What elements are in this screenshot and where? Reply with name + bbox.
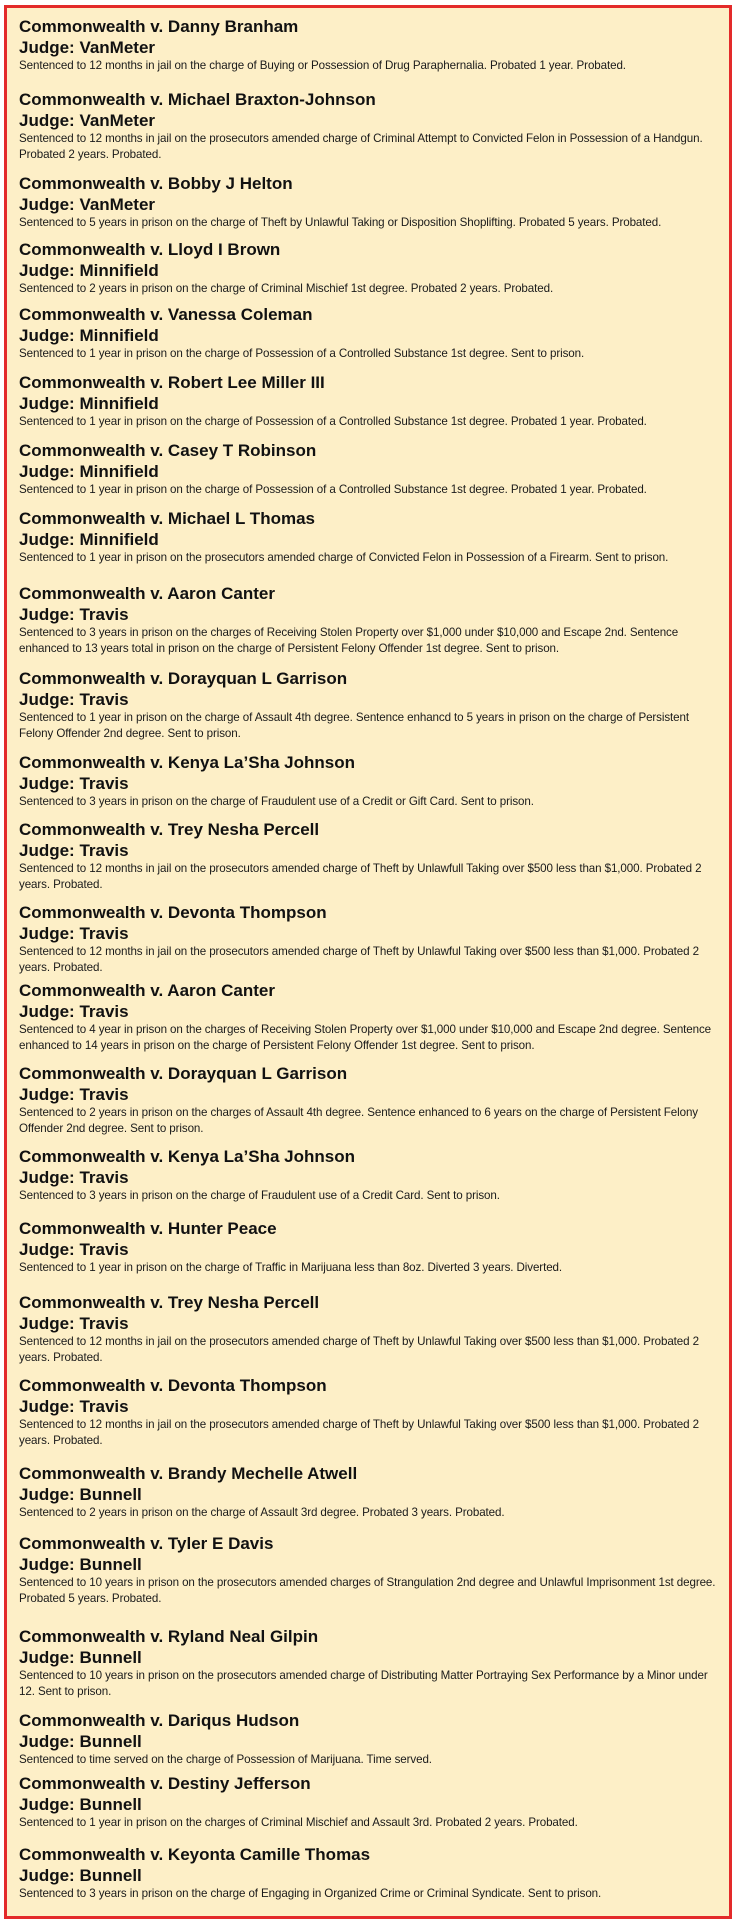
case-sentence: Sentenced to 2 years in prison on the charge of Criminal Mischief 1st degree. Probated 2 years. Probated. xyxy=(19,282,554,295)
case-judge: Judge: Minnifield xyxy=(19,261,159,280)
case-entry xyxy=(19,1773,717,1831)
case-title: Commonwealth v. Bobby J Helton xyxy=(19,174,293,193)
case-title: Commonwealth v. Kenya La’Sha Johnson xyxy=(19,1147,355,1166)
case-sentence: Sentenced to 3 years in prison on the charges of Receiving Stolen Property over $1,000 under $10,000 and Escape 2nd. Sentence enhanced to 13 years total in prison on the charge of Persistent Felony Offender 1st degree. Sent to prison. xyxy=(19,626,679,655)
case-judge: Judge: Bunnell xyxy=(19,1795,142,1814)
case-judge: Judge: VanMeter xyxy=(19,111,156,130)
case-title: Commonwealth v. Michael L Thomas xyxy=(19,509,315,528)
case-entry xyxy=(19,16,717,74)
case-sentence: Sentenced to 12 months in jail on the prosecutors amended charge of Theft by Unlawful Taking over $500 less than $1,000. Probated 2 years. Probated. xyxy=(19,1335,699,1364)
case-sentence: Sentenced to 10 years in prison on the prosecutors amended charges of Strangulation 2nd degree and Unlawful Imprisonment 1st degree. Probated 5 years. Probated. xyxy=(19,1576,716,1605)
case-title: Commonwealth v. Hunter Peace xyxy=(19,1219,277,1238)
case-sentence: Sentenced to 1 year in prison on the charge of Possession of a Controlled Substance 1st degree. Sent to prison. xyxy=(19,347,585,360)
case-entry xyxy=(19,239,717,297)
case-judge: Judge: Minnifield xyxy=(19,394,159,413)
case-judge: Judge: Travis xyxy=(19,1002,129,1021)
case-sentence: Sentenced to 12 months in jail on the prosecutors amended charge of Theft by Unlawfull Taking over $500 less than $1,000. Probated 2 years. Probated. xyxy=(19,862,702,891)
case-entry xyxy=(19,819,717,893)
case-title: Commonwealth v. Kenya La’Sha Johnson xyxy=(19,753,355,772)
case-judge: Judge: Minnifield xyxy=(19,462,159,481)
case-judge: Judge: Travis xyxy=(19,1397,129,1416)
case-entry xyxy=(19,173,717,231)
case-sentence: Sentenced to 2 years in prison on the charge of Assault 3rd degree. Probated 3 years. Probated. xyxy=(19,1506,505,1519)
case-sentence: Sentenced to 5 years in prison on the charge of Theft by Unlawful Taking or Disposition Shoplifting. Probated 5 years. Probated. xyxy=(19,216,662,229)
case-sentence: Sentenced to 1 year in prison on the prosecutors amended charge of Convicted Felon in Possession of a Firearm. Sent to prison. xyxy=(19,551,669,564)
case-title: Commonwealth v. Keyonta Camille Thomas xyxy=(19,1845,371,1864)
case-judge: Judge: Travis xyxy=(19,690,129,709)
case-entry xyxy=(19,1710,717,1768)
case-sentence: Sentenced to 2 years in prison on the charges of Assault 4th degree. Sentence enhanced to 6 years on the charge of Persistent Felony Offender 2nd degree. Sent to prison. xyxy=(19,1106,699,1135)
case-title: Commonwealth v. Devonta Thompson xyxy=(19,903,327,922)
case-entry xyxy=(19,1463,717,1521)
case-title: Commonwealth v. Dorayquan L Garrison xyxy=(19,1064,348,1083)
case-title: Commonwealth v. Dariqus Hudson xyxy=(19,1711,300,1730)
case-title: Commonwealth v. Vanessa Coleman xyxy=(19,305,313,324)
case-judge: Judge: VanMeter xyxy=(19,38,156,57)
case-entry xyxy=(19,1844,717,1902)
case-title: Commonwealth v. Michael Braxton-Johnson xyxy=(19,90,376,109)
case-entry xyxy=(19,372,717,430)
case-judge: Judge: Travis xyxy=(19,1240,129,1259)
case-entry xyxy=(19,304,717,362)
case-title: Commonwealth v. Trey Nesha Percell xyxy=(19,820,320,839)
case-entry xyxy=(19,583,717,657)
case-sentence: Sentenced to time served on the charge of Possession of Marijuana. Time served. xyxy=(19,1753,432,1766)
case-judge: Judge: Travis xyxy=(19,1314,129,1333)
case-entry xyxy=(19,1063,717,1137)
case-sentence: Sentenced to 1 year in prison on the charges of Criminal Mischief and Assault 3rd. Probated 2 years. Probated. xyxy=(19,1816,578,1829)
case-sentence: Sentenced to 1 year in prison on the charge of Traffic in Marijuana less than 8oz. Diverted 3 years. Diverted. xyxy=(19,1261,563,1274)
case-judge: Judge: Travis xyxy=(19,774,129,793)
case-sentence: Sentenced to 12 months in jail on the prosecutors amended charge of Theft by Unlawful Taking over $500 less than $1,000. Probated 2 years. Probated. xyxy=(19,945,699,974)
case-sentence: Sentenced to 10 years in prison on the prosecutors amended charge of Distributing Matter Portraying Sex Performance by a Minor under 12. Sent to prison. xyxy=(19,1669,708,1698)
case-judge: Judge: Travis xyxy=(19,924,129,943)
case-judge: Judge: Bunnell xyxy=(19,1485,142,1504)
case-entry xyxy=(19,902,717,976)
case-judge: Judge: Bunnell xyxy=(19,1732,142,1751)
case-title: Commonwealth v. Aaron Canter xyxy=(19,981,275,1000)
case-title: Commonwealth v. Ryland Neal Gilpin xyxy=(19,1627,319,1646)
case-entry xyxy=(19,668,717,742)
case-title: Commonwealth v. Lloyd I Brown xyxy=(19,240,281,259)
case-sentence: Sentenced to 12 months in jail on the charge of Buying or Possession of Drug Paraphernalia. Probated 1 year. Probated. xyxy=(19,59,626,72)
case-title: Commonwealth v. Brandy Mechelle Atwell xyxy=(19,1464,358,1483)
case-title: Commonwealth v. Dorayquan L Garrison xyxy=(19,669,348,688)
case-sentence: Sentenced to 1 year in prison on the charge of Possession of a Controlled Substance 1st degree. Probated 1 year. Probated. xyxy=(19,483,647,496)
case-entry xyxy=(19,1218,717,1276)
case-title: Commonwealth v. Trey Nesha Percell xyxy=(19,1293,320,1312)
case-sentence: Sentenced to 3 years in prison on the charge of Engaging in Organized Crime or Criminal Syndicate. Sent to prison. xyxy=(19,1887,602,1900)
case-entry xyxy=(19,1375,717,1449)
case-judge: Judge: Travis xyxy=(19,1085,129,1104)
case-title: Commonwealth v. Devonta Thompson xyxy=(19,1376,327,1395)
case-judge: Judge: Bunnell xyxy=(19,1866,142,1885)
case-judge: Judge: Travis xyxy=(19,841,129,860)
case-sentence: Sentenced to 3 years in prison on the charge of Fraudulent use of a Credit or Gift Card. Sent to prison. xyxy=(19,795,534,808)
case-sentence: Sentenced to 1 year in prison on the charge of Possession of a Controlled Substance 1st degree. Probated 1 year. Probated. xyxy=(19,415,647,428)
case-sentence: Sentenced to 12 months in jail on the prosecutors amended charge of Criminal Attempt to Convicted Felon in Possession of a Handgun. Probated 2 years. Probated. xyxy=(19,132,703,161)
case-title: Commonwealth v. Destiny Jefferson xyxy=(19,1774,311,1793)
case-title: Commonwealth v. Casey T Robinson xyxy=(19,441,317,460)
case-judge: Judge: Minnifield xyxy=(19,530,159,549)
case-sentence: Sentenced to 12 months in jail on the prosecutors amended charge of Theft by Unlawful Taking over $500 less than $1,000. Probated 2 years. Probated. xyxy=(19,1418,699,1447)
case-judge: Judge: Bunnell xyxy=(19,1648,142,1667)
case-title: Commonwealth v. Danny Branham xyxy=(19,17,299,36)
case-entry xyxy=(19,752,717,810)
case-sentence: Sentenced to 3 years in prison on the charge of Fraudulent use of a Credit Card. Sent to prison. xyxy=(19,1189,500,1202)
court-report-panel xyxy=(4,5,732,1919)
case-sentence: Sentenced to 4 year in prison on the charges of Receiving Stolen Property over $1,000 under $10,000 and Escape 2nd degree. Sentence enhanced to 14 years in prison on the charge of Persistent Felony Offender 1st degree. Sent to prison. xyxy=(19,1023,712,1052)
case-sentence: Sentenced to 1 year in prison on the charge of Assault 4th degree. Sentence enhancd to 5 years in prison on the charge of Persistent Felony Offender 2nd degree. Sent to prison. xyxy=(19,711,689,740)
case-judge: Judge: Bunnell xyxy=(19,1555,142,1574)
case-title: Commonwealth v. Tyler E Davis xyxy=(19,1534,274,1553)
case-entry xyxy=(19,1626,717,1700)
case-title: Commonwealth v. Aaron Canter xyxy=(19,584,275,603)
case-entry xyxy=(19,440,717,498)
case-entry xyxy=(19,1146,717,1204)
case-entry xyxy=(19,508,717,566)
case-entry xyxy=(19,1533,717,1607)
case-entry xyxy=(19,980,717,1054)
case-entry xyxy=(19,1292,717,1366)
case-judge: Judge: Minnifield xyxy=(19,326,159,345)
case-judge: Judge: Travis xyxy=(19,1168,129,1187)
case-title: Commonwealth v. Robert Lee Miller III xyxy=(19,373,325,392)
case-judge: Judge: VanMeter xyxy=(19,195,156,214)
case-judge: Judge: Travis xyxy=(19,605,129,624)
case-entry xyxy=(19,89,717,163)
